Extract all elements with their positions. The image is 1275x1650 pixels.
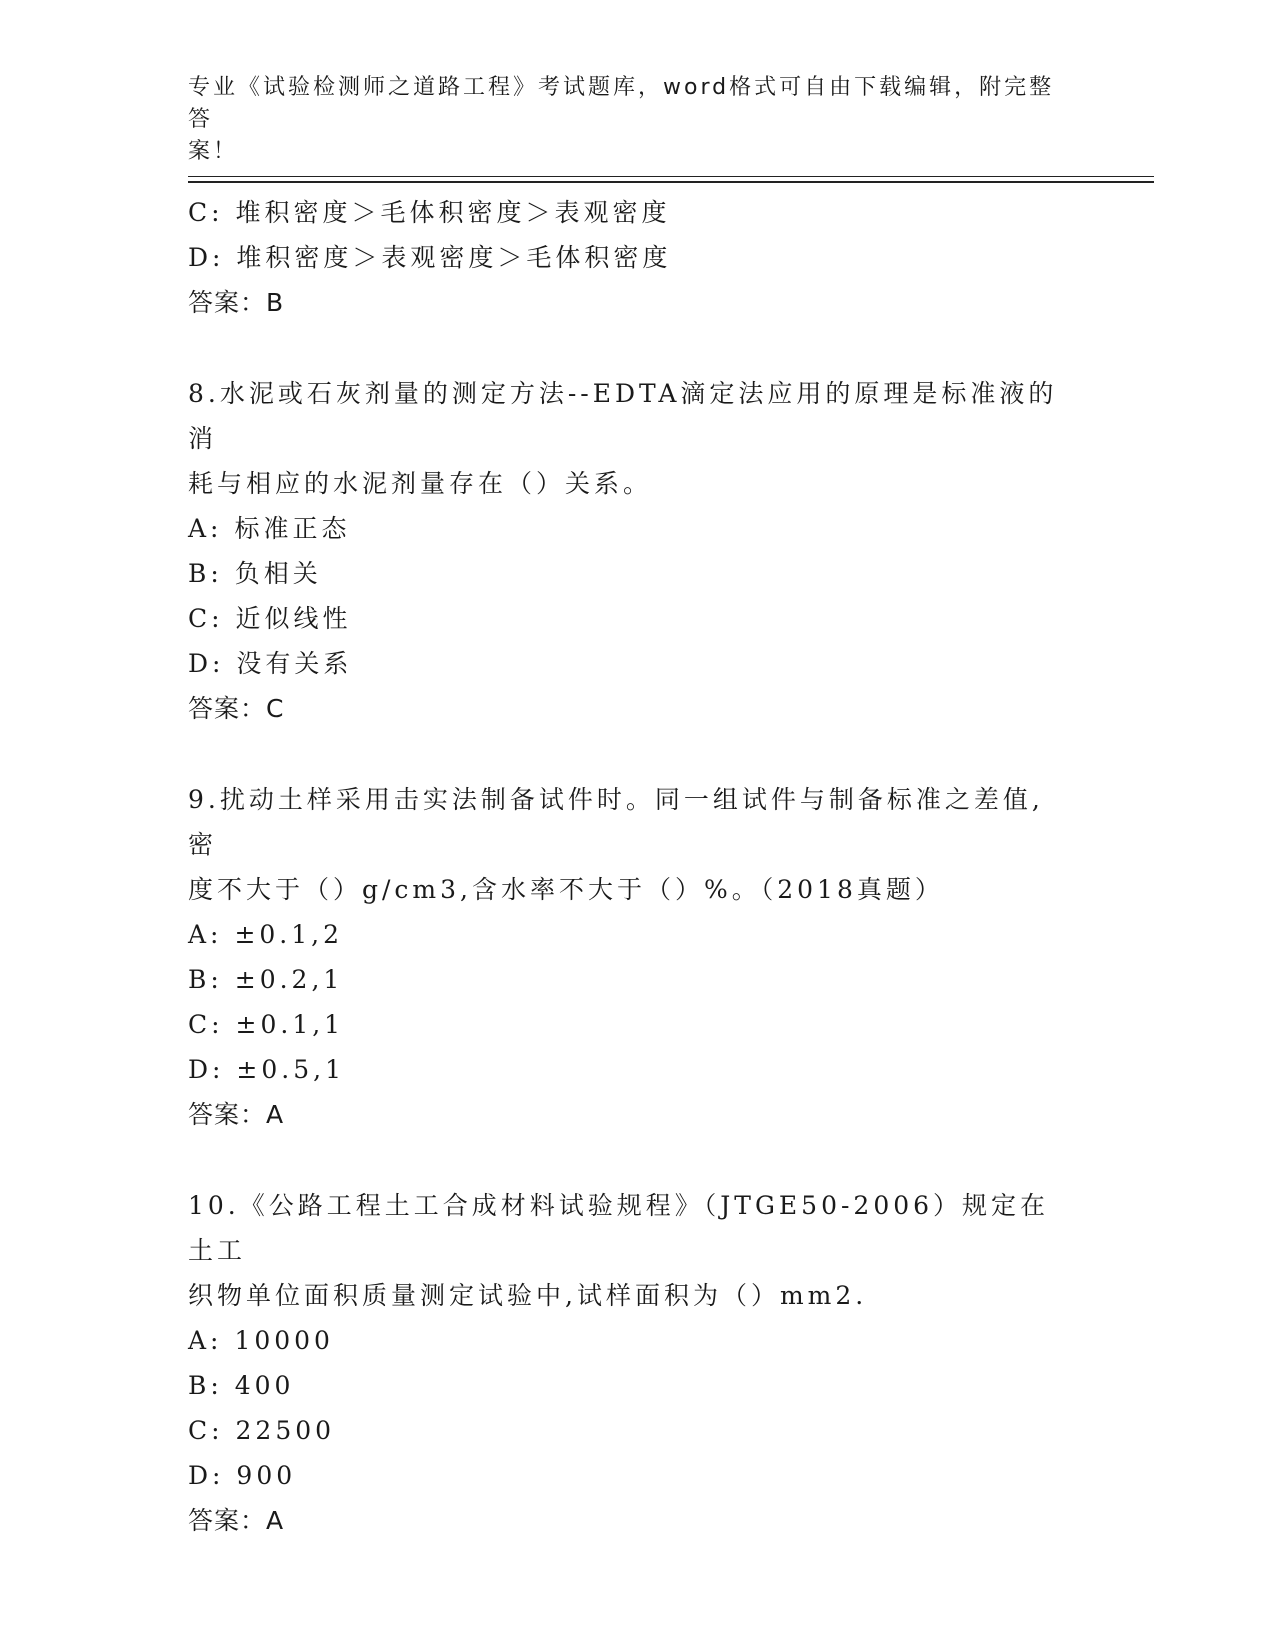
option-label: C: [188, 1010, 224, 1039]
header-line-2: 案！ [188, 139, 239, 164]
option-b [188, 551, 1068, 596]
option-d [188, 1453, 1068, 1498]
option-label: D: [188, 649, 225, 678]
option-b [188, 957, 1068, 1002]
option-d [188, 641, 1068, 686]
option-a [188, 1318, 1068, 1363]
option-text: 标准正态 [234, 514, 351, 543]
option-a [188, 506, 1068, 551]
header-divider-thin [188, 176, 1154, 177]
option-label: A: [188, 1326, 223, 1355]
option-text: 10000 [234, 1326, 334, 1355]
option-label: C: [188, 604, 224, 633]
answer-line: 答案：A [188, 1100, 285, 1129]
answer-line: 答案：C [188, 694, 285, 723]
option-text: 堆积密度＞毛体积密度＞表观密度 [235, 198, 671, 227]
option-c [188, 190, 1068, 235]
option-label: C: [188, 1416, 224, 1445]
document-header [188, 72, 1068, 168]
option-label: A: [188, 514, 223, 543]
question-text-line-1: 9.扰动土样采用击实法制备试件时。同一组试件与制备标准之差值,密 [188, 785, 1044, 859]
header-line-1: 专业《试验检测师之道路工程》考试题库，word格式可自由下载编辑，附完整答 [188, 75, 1055, 132]
question-list [188, 190, 1068, 1543]
question-text-line-2: 耗与相应的水泥剂量存在（）关系。 [188, 469, 653, 498]
option-text: 没有关系 [236, 649, 353, 678]
question-10 [188, 1183, 1068, 1543]
question-text-line-1: 10.《公路工程土工合成材料试验规程》（JTGE50-2006）规定在土工 [188, 1191, 1050, 1265]
option-label: D: [188, 243, 225, 272]
option-text: ±0.2,1 [234, 965, 344, 994]
answer-line: 答案：A [188, 1506, 285, 1535]
option-label: D: [188, 1055, 225, 1084]
answer-line: 答案：B [188, 288, 285, 317]
option-a [188, 912, 1068, 957]
option-text: 近似线性 [235, 604, 352, 633]
option-label: B: [188, 1371, 223, 1400]
option-text: 负相关 [234, 559, 322, 588]
option-b [188, 1363, 1068, 1408]
question-9 [188, 777, 1068, 1137]
option-text: 900 [236, 1461, 297, 1490]
option-c [188, 596, 1068, 641]
question-8 [188, 371, 1068, 731]
option-text: ±0.5,1 [236, 1055, 345, 1084]
option-text: 22500 [235, 1416, 336, 1445]
option-label: A: [188, 920, 223, 949]
question-text-line-2: 织物单位面积质量测定试验中,试样面积为（）mm2. [188, 1281, 868, 1310]
option-label: D: [188, 1461, 225, 1490]
carry-over-block [188, 190, 1068, 325]
option-c [188, 1408, 1068, 1453]
question-text-line-1: 8.水泥或石灰剂量的测定方法--EDTA滴定法应用的原理是标准液的消 [188, 379, 1058, 453]
option-label: B: [188, 559, 223, 588]
question-text-line-2: 度不大于（）g/cm3,含水率不大于（）%。（2018真题） [188, 875, 944, 904]
option-text: 400 [234, 1371, 295, 1400]
option-d [188, 1047, 1068, 1092]
option-c [188, 1002, 1068, 1047]
option-d [188, 235, 1068, 280]
option-label: C: [188, 198, 224, 227]
option-text: ±0.1,2 [234, 920, 343, 949]
option-text: ±0.1,1 [235, 1010, 345, 1039]
option-label: B: [188, 965, 223, 994]
option-text: 堆积密度＞表观密度＞毛体积密度 [236, 243, 672, 272]
header-divider-thick [188, 181, 1154, 183]
